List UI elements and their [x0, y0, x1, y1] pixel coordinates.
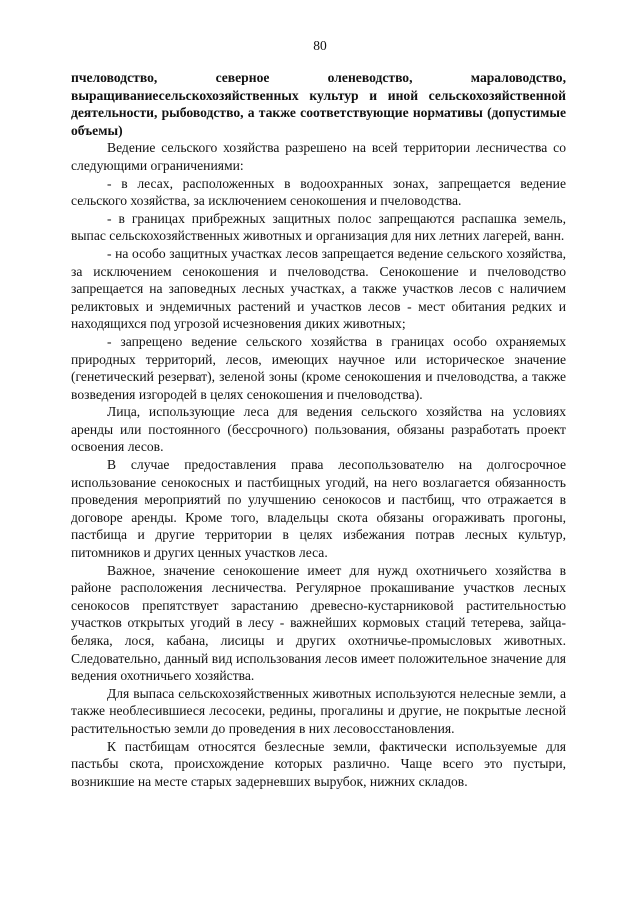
list-item-special-protective-areas: - на особо защитных участках лесов запрещается ведение сельского хозяйства, за исключением сенокошения и пчеловодства. Сенокошение и пчеловодство запрещается на заповедных лесных участках, а также участков лесов с наличием реликтовых и эндемичных растений и участков лесов - мест обитания редких и находящихся под угрозой исчезновения диких животных; [71, 245, 566, 332]
list-item-coastal-protective-strips: - в границах прибрежных защитных полос запрещаются распашка земель, выпас сельскохозяйственных животных и организация для них летних лагерей, ванн. [71, 210, 566, 244]
list-item-water-protection-zones: - в лесах, расположенных в водоохранных зонах, запрещается ведение сельского хозяйства, за исключением сенокошения и пчеловодства. [71, 175, 566, 209]
paragraph-intro: Ведение сельского хозяйства разрешено на всей территории лесничества со следующими ограничениями: [71, 140, 566, 173]
page-number: 80 [313, 38, 327, 53]
section-heading: пчеловодство, северное оленеводство, мараловодство, выращиваниесельскохозяйственных культур и иной сельскохозяйственной деятельности, рыбоводство, а также соответствующие нормативы (допустимые объемы) [71, 70, 566, 138]
paragraph-pastures: К пастбищам относятся безлесные земли, фактически используемые для пастьбы скота, происхождение которых различно. Чаще всего это пустыри, возникшие на месте старых задерневших вырубок, нижних складов. [71, 738, 566, 789]
paragraph-long-term-use: В случае предоставления права лесопользователю на долгосрочное использование сенокосных и пастбищных угодий, на него возлагается обязанность проведения мероприятий по улучшению сенокосов и пастбищ, что отражается в договоре аренды. Кроме того, владельцы скота обязаны огораживать прогоны, пастбища и другие территории в целях избежания потрав лесных культур, питомников и других ценных участков леса. [71, 457, 566, 561]
paragraph-development-project: Лица, использующие леса для ведения сельского хозяйства на условиях аренды или постоянного (бессрочного) пользования, обязаны разработать проект освоения лесов. [71, 404, 566, 455]
page-content [71, 69, 566, 790]
paragraph-grazing-lands: Для выпаса сельскохозяйственных животных используются нелесные земли, а также необлесившиеся лесосеки, редины, прогалины и другие, не покрытые лесной растительностью земли до проведения в них лесовосстановления. [71, 685, 566, 736]
paragraph-haymaking-importance: Важное, значение сенокошение имеет для нужд охотничьего хозяйства в районе расположения лесничества. Регулярное прокашивание участков лесных сенокосов препятствует зарастанию древесно-кустарниковой растительностью участков открытых угодий в лесу - важнейших кормовых стаций тетерева, зайца-беляка, лося, кабана, лисицы и других охотничье-промысловых животных. Следовательно, данный вид использования лесов имеет положительное значение для ведения охотничьего хозяйства. [71, 562, 566, 684]
list-item-protected-territories: - запрещено ведение сельского хозяйства в границах особо охраняемых природных территорий, лесов, имеющих научное или историческое значение (генетический резерват), зеленой зоны (кроме сенокошения и пчеловодства, а также возведения изгородей в целях сенокошения и пчеловодства). [71, 333, 566, 402]
